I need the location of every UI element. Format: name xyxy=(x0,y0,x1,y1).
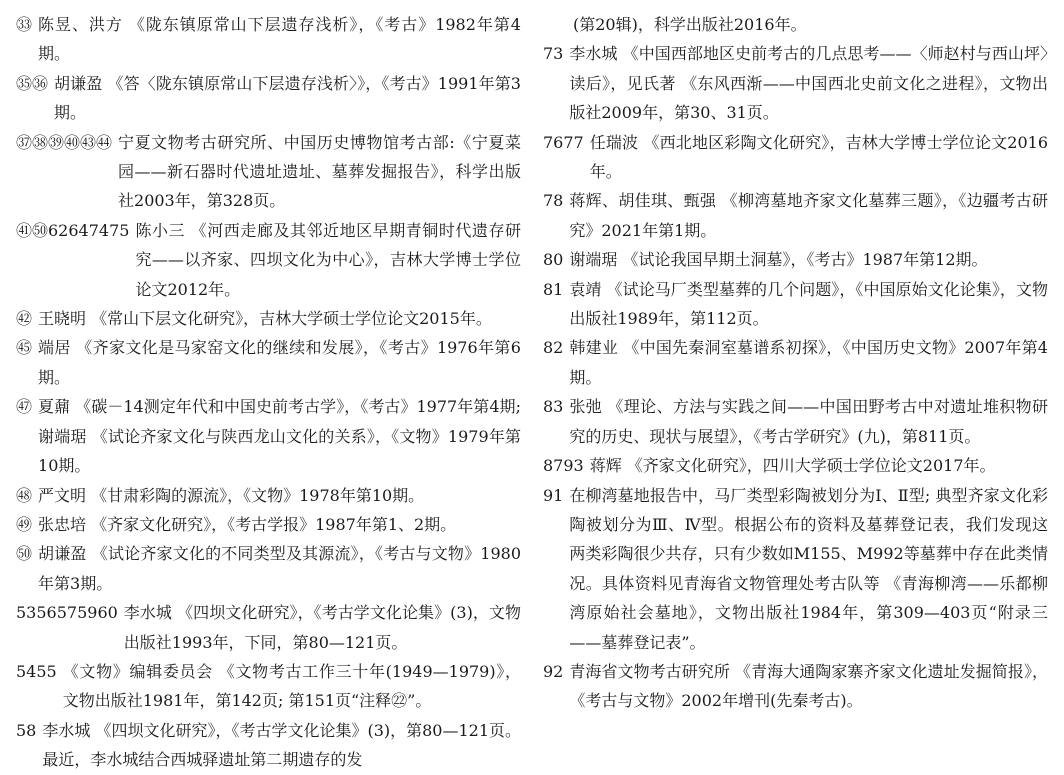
footnote-number: 78 xyxy=(543,191,564,211)
footnote-text: 青海省文物考古研究所 《青海大通陶家寨齐家文化遗址发掘简报》，《考古与文物》2002年增刊(先秦考古)。 xyxy=(569,661,1048,711)
footnote-number: 8793 xyxy=(543,456,584,476)
footnote-number: ㊾ xyxy=(16,514,33,534)
footnote-text: 《文物》编辑委员会 《文物考古工作三十年(1949—1979)》，文物出版社1981年，第142页; 第151页“注释㉒”。 xyxy=(62,661,521,711)
footnote-number: ㊽ xyxy=(16,485,33,505)
left-column xyxy=(16,10,522,770)
footnote xyxy=(16,539,521,598)
footnote-text: 张弛 《理论、方法与实践之间——中国田野考古中对遗址堆积物研究的历史、现状与展望》，《考古学研究》(九)，第811页。 xyxy=(569,397,1048,446)
footnote-text: 蒋辉、胡佳琪、甄强 《柳湾墓地齐家文化墓葬三题》，《边疆考古研究》2021年第1期。 xyxy=(569,191,1048,240)
footnote-text: 韩建业 《中国先秦洞室墓谱系初探》，《中国历史文物》2007年第4期。 xyxy=(569,338,1048,387)
footnote xyxy=(543,451,1048,480)
footnote-text: 任瑞波 《西北地区彩陶文化研究》，吉林大学博士学位论文2016年。 xyxy=(589,132,1048,182)
footnote-number: 7677 xyxy=(543,132,584,152)
footnote xyxy=(543,392,1048,451)
footnote-text: 夏鼐 《碳－14测定年代和中国史前考古学》，《考古》1977年第4期; 谢端琚 《试论齐家文化与陕西龙山文化的关系》，《文物》1979年第10期。 xyxy=(38,397,521,476)
footnote xyxy=(16,10,521,69)
footnote xyxy=(543,128,1048,187)
footnote xyxy=(16,128,521,216)
footnote xyxy=(543,657,1048,716)
right-column xyxy=(543,10,1048,763)
footnote xyxy=(16,716,521,775)
footnote-number: 5356575960 xyxy=(16,603,118,623)
footnote-text: 蒋辉 《齐家文化研究》，四川大学硕士学位论文2017年。 xyxy=(589,456,996,476)
footnote-text: 李水城 《四坝文化研究》，《考古学文化论集》(3)，第80—121页。最近，李水城结合西城驿遗址第二期遗存的发 xyxy=(42,720,522,770)
footnote-text: 陈小三 《河西走廊及其邻近地区早期青铜时代遗存研究——以齐家、四坝文化为中心》，吉林大学博士学位论文2012年。 xyxy=(135,220,521,299)
footnote xyxy=(543,186,1048,245)
footnote-text: 严文明 《甘肃彩陶的源流》，《文物》1978年第10期。 xyxy=(38,485,425,505)
footnote xyxy=(16,510,521,539)
footnote xyxy=(16,598,521,657)
footnote xyxy=(543,275,1048,334)
footnote-text: 宁夏文物考古研究所、中国历史博物馆考古部:《宁夏菜园——新石器时代遗址遗址、墓葬发掘报告》，科学出版社2003年，第328页。 xyxy=(118,132,521,211)
footnote-text: 陈昱、洪方 《陇东镇原常山下层遗存浅析》，《考古》1982年第4期。 xyxy=(38,15,521,64)
footnote xyxy=(16,216,521,304)
footnote-number: 73 xyxy=(543,44,564,64)
footnote xyxy=(543,39,1048,127)
footnote xyxy=(16,392,521,480)
footnote xyxy=(16,481,521,510)
footnote-text: 王晓明 《常山下层文化研究》，吉林大学硕士学位论文2015年。 xyxy=(38,309,492,329)
footnote-number: 83 xyxy=(543,397,564,417)
footnote-text: (第20辑)，科学出版社2016年。 xyxy=(573,15,807,34)
footnote-number: ㊶㊿62647475 xyxy=(16,220,130,240)
footnote-number: ㊿ xyxy=(16,544,33,564)
footnote-text: 袁靖 《试论马厂类型墓葬的几个问题》，《中国原始文化论集》，文物出版社1989年，第112页。 xyxy=(569,279,1048,329)
footnote-text: 端居 《齐家文化是马家窑文化的继续和发展》，《考古》1976年第6期。 xyxy=(38,338,521,387)
footnote-number: ㉝ xyxy=(16,15,33,34)
footnote-text: 李水城 《中国西部地区史前考古的几点思考——〈师赵村与西山坪〉读后》，见氏著 《东风西渐——中国西北史前文化之进程》，文物出版社2009年，第30、31页。 xyxy=(569,44,1048,123)
footnote-number: 91 xyxy=(543,485,564,505)
footnote-number: ㊷ xyxy=(16,309,33,329)
footnote-number: ㊲㊳㊴㊵㊸㊹ xyxy=(16,132,113,152)
footnote-number: 80 xyxy=(543,250,564,270)
footnote xyxy=(16,333,521,392)
footnote-number: 58 xyxy=(16,720,37,740)
footnote xyxy=(543,333,1048,392)
footnote-number: ㊼ xyxy=(16,397,33,417)
footnote-number: ㉟㊱ xyxy=(16,73,49,93)
footnote xyxy=(543,481,1048,657)
footnote-number: ㊺ xyxy=(16,338,33,358)
footnote xyxy=(543,10,1048,39)
footnote-text: 张忠培 《齐家文化研究》，《考古学报》1987年第1、2期。 xyxy=(38,514,457,534)
footnote xyxy=(16,69,521,128)
footnote-number: 92 xyxy=(543,661,564,681)
footnote-number: 81 xyxy=(543,279,564,299)
footnote-text: 谢端琚 《试论我国早期土洞墓》，《考古》1987年第12期。 xyxy=(569,250,988,270)
footnote xyxy=(543,245,1048,274)
footnote-text: 胡谦盈 《答〈陇东镇原常山下层遗存浅析〉》，《考古》1991年第3期。 xyxy=(54,73,521,123)
footnote-text: 在柳湾墓地报告中，马厂类型彩陶被划分为Ⅰ、Ⅱ型; 典型齐家文化彩陶被划分为Ⅲ、Ⅳ型。根据公布的资料及墓葬登记表，我们发现这两类彩陶很少共存，只有少数如M155、M992等墓葬中存在此类情况。具体资料见青海省文物管理处考古队等 《青海柳湾——乐都柳湾原始社会墓地》，文物出版社1984年，第309—403页“附录三——墓葬登记表”。 xyxy=(569,485,1048,652)
footnote xyxy=(16,304,521,333)
footnote-text: 胡谦盈 《试论齐家文化的不同类型及其源流》，《考古与文物》1980年第3期。 xyxy=(38,544,521,593)
footnote-text: 李水城 《四坝文化研究》，《考古学文化论集》(3)，文物出版社1993年，下同，第80—121页。 xyxy=(123,603,521,652)
footnote xyxy=(16,657,521,716)
footnote-number: 5455 xyxy=(16,661,57,681)
footnote-number: 82 xyxy=(543,338,564,358)
